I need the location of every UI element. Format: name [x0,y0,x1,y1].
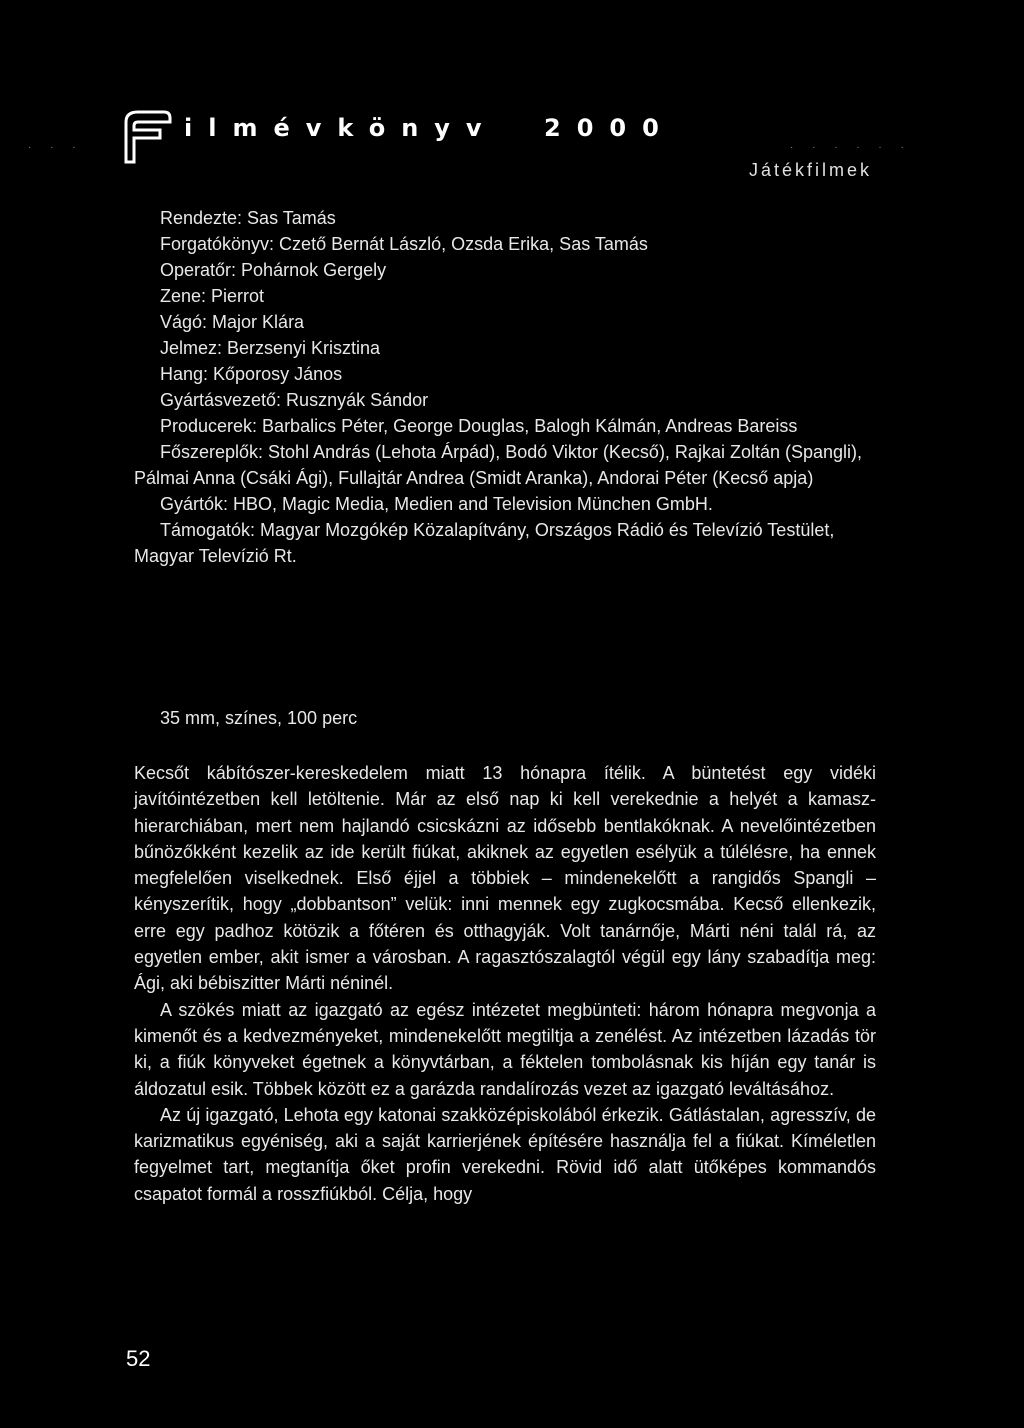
credit-sound: Hang: Kőporosy János [160,364,343,384]
credit-costume: Jelmez: Berzsenyi Krisztina [160,338,381,358]
page-number: 52 [126,1346,151,1371]
credit-production-manager: Gyártásvezető: Rusznyák Sándor [160,390,429,410]
credit-music: Zene: Pierrot [160,286,265,306]
credit-cinematographer: Operatőr: Pohárnok Gergely [160,260,387,280]
credit-supporters: Támogatók: Magyar Mozgókép Közalapítvány, Országos Rádió és Televízió Testület, Magyar Televízió Rt. [134,520,835,566]
credit-cast: Főszereplők: Stohl András (Lehota Árpád), Bodó Viktor (Kecső), Rajkai Zoltán (Spangli), Pálmai Anna (Csáki Ági), Fullajtár Andrea (Smidt Aranka), Andorai Péter (Kecső apja) [134,442,863,488]
technical-info: 35 mm, színes, 100 perc [160,708,358,728]
decorative-dots: · · · · · · [790,142,912,153]
running-header [120,108,880,168]
credits-block [134,205,876,569]
synopsis [134,760,876,1207]
credit-director: Rendezte: Sas Tamás [160,208,336,228]
decorative-dots: · · · [28,142,84,153]
synopsis-paragraph: A szökés miatt az igazgató az egész intézetet megbünteti: három hónapra megvonja a kimenőt és a kedvezményeket, mindenekelőtt megtiltja a zenélést. Az intézetben lázadás tör ki, a fiúk könyveket égetnek a könyvtárban, a féktelen tombolásnak kis híján egy tanár is áldozatul esik. Többek között ez a garázda randalírozás vezet az igazgató leváltásához. [134,999,876,1099]
credit-production-companies: Gyártók: HBO, Magic Media, Medien and Television München GmbH. [160,494,713,514]
synopsis-paragraph: Az új igazgató, Lehota egy katonai szakközépiskolából érkezik. Gátlástalan, agresszív, de karizmatikus egyéniség, aki a saját karrierjének építésére használja fel a fiúkat. Kíméletlen fegyelmet tart, megtanítja őket profin verekedni. Rövid idő alatt ütőképes kommandós csapatot formál a rosszfiúkból. Célja, hogy [134,1104,876,1204]
synopsis-paragraph: Kecsőt kábítószer-kereskedelem miatt 13 hónapra ítélik. A büntetést egy vidéki javítóintézetben kell letöltenie. Már az első nap ki kell verekednie a helyét a kamasz-hierarchiában, mert nem hajlandó csicskázni az idősebb bentlakóknak. A nevelőintézetben bűnözőkként kezelik az ide került fiúkat, akiknek az egyetlen esélyük a túlélésre, ha ennek megfelelően viselkednek. Első éjjel a többiek – mindenekelőtt a rangidős Spangli – kényszerítik, hogy „dobbantson” velük: inni mennek egy zugkocsmába. Kecső ellenkezik, erre egy padhoz kötözik a főtéren és otthagyják. Volt tanárnője, Márti néni talál rá, az egyetlen ember, akit ismer a városban. A ragasztószalagtól végül egy lány szabadítja meg: Ági, aki bébiszitter Márti néninél. [134,763,876,994]
header-title: ilmévkönyv [184,114,498,142]
header-year: 2000 [544,114,675,142]
film-logo-icon [120,108,172,164]
credit-editor: Vágó: Major Klára [160,312,305,332]
credit-producers: Producerek: Barbalics Péter, George Douglas, Balogh Kálmán, Andreas Bareiss [160,416,798,436]
credit-screenplay: Forgatókönyv: Czető Bernát László, Ozsda Erika, Sas Tamás [160,234,648,254]
section-label: Játékfilmek [748,160,872,180]
